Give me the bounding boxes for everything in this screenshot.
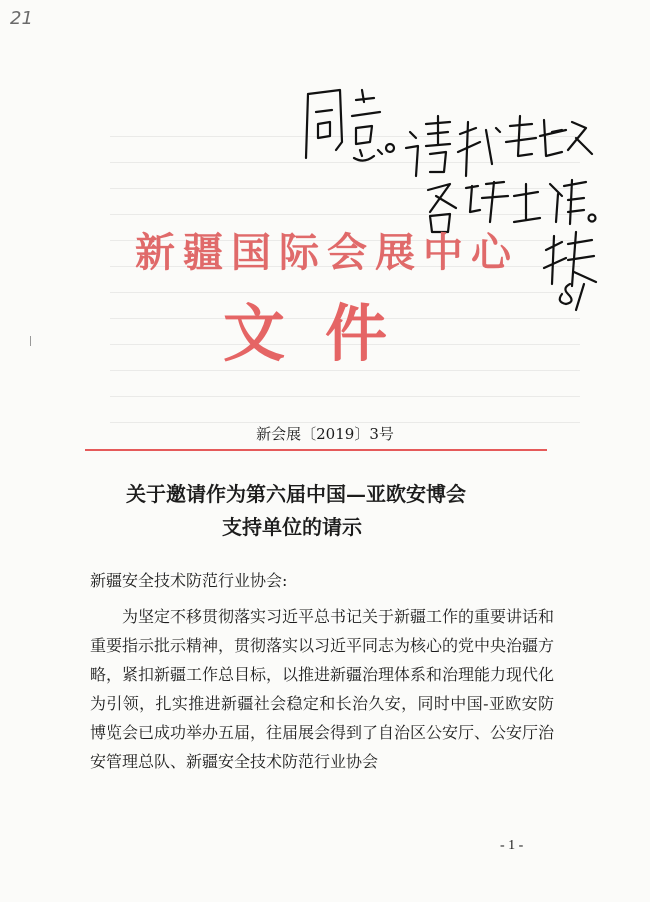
body-paragraph bbox=[90, 602, 554, 776]
document-number: 新会展〔2019〕3号 bbox=[256, 425, 394, 443]
subject-line-2: 支持单位的请示 bbox=[222, 515, 362, 539]
document-label: 文件 bbox=[222, 297, 427, 370]
page-number: - 1 - bbox=[500, 838, 524, 853]
red-divider-rule bbox=[85, 449, 547, 451]
corner-mark: 21 bbox=[10, 8, 33, 29]
body-text: 为坚定不移贯彻落实习近平总书记关于新疆工作的重要讲话和重要指示批示精神，贯彻落实以习近平同志为核心的党中央治疆方略，紧扣新疆工作总目标，以推进新疆治理体系和治理能力现代化为引领，扎实推进新疆社会稳定和长治久安，同时中国-亚欧安防博览会已成功举办五届，往届展会得到了自治区公安厅、公安厅治安管理总队、新疆安全技术防范行业协会 bbox=[90, 607, 555, 771]
org-title: 新疆国际会展中心 bbox=[135, 229, 519, 276]
salutation: 新疆安全技术防范行业协会: bbox=[90, 571, 288, 590]
subject-line-1: 关于邀请作为第六届中国—亚欧安博会 bbox=[126, 482, 466, 506]
margin-mark bbox=[30, 336, 31, 346]
